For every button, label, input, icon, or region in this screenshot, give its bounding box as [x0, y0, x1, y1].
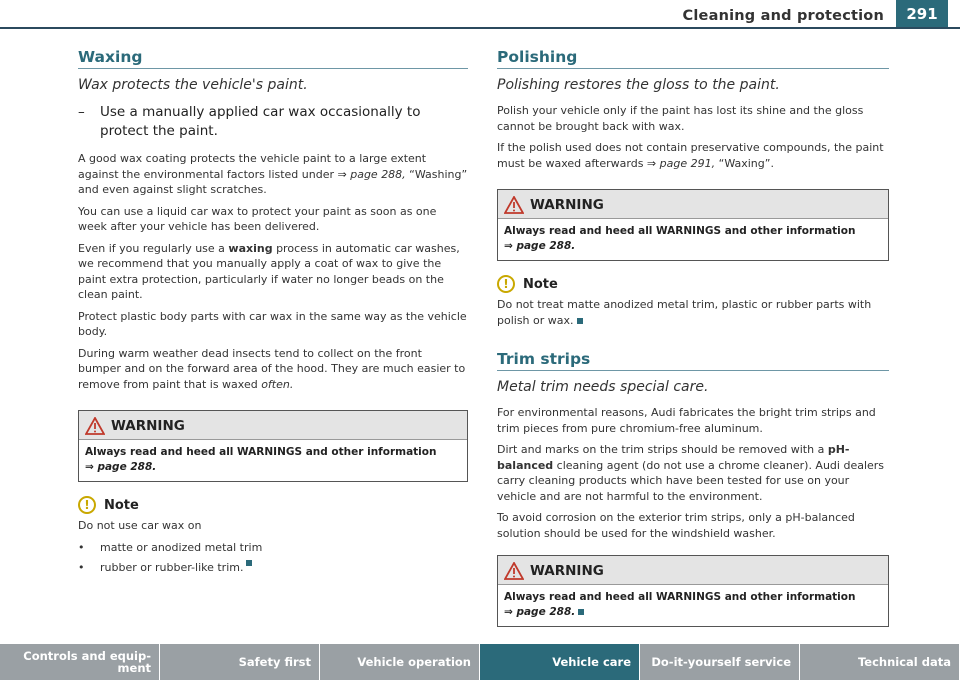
section-heading-waxing: Waxing — [78, 48, 468, 69]
note-icon: ! — [497, 275, 515, 293]
end-marker-icon — [578, 609, 584, 615]
page-number: 291 — [896, 0, 948, 27]
tab-safety-first[interactable]: Safety first — [160, 644, 320, 680]
paragraph: Polish your vehicle only if the paint has lost its shine and the gloss cannot be brought back with wax. — [497, 104, 864, 133]
running-title: Cleaning and protection — [682, 8, 884, 24]
paragraph: You can use a liquid car wax to protect your paint as soon as one week after your vehicle has been delivered. — [78, 204, 437, 233]
note-header: ! Note — [78, 496, 468, 514]
note-text: Do not treat matte anodized metal trim, plastic or rubber parts with polish or wax. — [497, 298, 872, 327]
warning-body: Always read and heed all WARNINGS and other information ⇒ page 288. — [79, 440, 467, 481]
paragraph: Dirt and marks on the trim strips should be removed with a pH-balanced cleaning agent (do not use a chrome cleaner). Audi dealers carry cleaning products which have been tested for use on your vehicle and are not harmful to the environment. — [497, 443, 885, 503]
paragraph: For environmental reasons, Audi fabricates the bright trim strips and trim pieces from pure chromium-free aluminum. — [497, 406, 876, 435]
note-text: Do not use car wax on — [78, 519, 202, 532]
section-heading-polishing: Polishing — [497, 48, 889, 69]
left-column — [78, 48, 468, 581]
tab-vehicle-care[interactable]: Vehicle care — [480, 644, 640, 680]
page-ref-link[interactable]: page 288, — [350, 167, 406, 181]
right-column — [497, 48, 889, 641]
warning-triangle-icon — [85, 417, 105, 435]
section-subtitle: Polishing restores the gloss to the paint. — [497, 77, 780, 93]
warning-box — [497, 189, 889, 261]
header-rule — [0, 27, 960, 29]
tab-technical-data[interactable]: Technical data — [800, 644, 960, 680]
paragraph: Even if you regularly use a waxing process in automatic car washes, we recommend that you manually apply a coat of wax to give the paint extra protection, particularly if water no longer beads on the clean paint. — [78, 241, 460, 301]
paragraph: Protect plastic body parts with car wax in the same way as the vehicle body. — [78, 309, 467, 338]
warning-header: WARNING — [498, 190, 888, 219]
warning-triangle-icon — [504, 196, 524, 214]
warning-triangle-icon — [504, 562, 524, 580]
warning-box — [78, 410, 468, 482]
tab-vehicle-operation[interactable]: Vehicle operation — [320, 644, 480, 680]
page-ref-link[interactable]: page 291, — [659, 156, 716, 170]
page-ref-link[interactable]: ⇒ page 288. — [85, 461, 157, 473]
end-marker-icon — [246, 560, 252, 566]
page-ref-link[interactable]: ⇒ page 288. — [504, 240, 576, 252]
warning-header: WARNING — [498, 556, 888, 585]
warning-body: Always read and heed all WARNINGS and other information ⇒ page 288. — [498, 219, 888, 260]
paragraph: During warm weather dead insects tend to collect on the front bumper and on the forward area of the hood. They are much easier to remove from paint that is waxed often. — [78, 346, 466, 391]
list-item: • matte or anodized metal trim — [78, 540, 263, 554]
paragraph: A good wax coating protects the vehicle paint to a large extent against the environmental factors listed under ⇒ page 288, “Washing” and even against slight scratches. — [78, 152, 468, 196]
tab-do-it-yourself-service[interactable]: Do-it-yourself service — [640, 644, 800, 680]
end-marker-icon — [577, 318, 583, 324]
paragraph: If the polish used does not contain preservative compounds, the paint must be waxed afterwards ⇒ page 291, “Waxing”. — [497, 141, 884, 170]
section-subtitle: Wax protects the vehicle's paint. — [78, 77, 308, 93]
page-ref-link[interactable]: ⇒ page 288. — [504, 606, 576, 618]
note-icon: ! — [78, 496, 96, 514]
warning-header: WARNING — [79, 411, 467, 440]
section-subtitle: Metal trim needs special care. — [497, 379, 709, 395]
section-heading-trim-strips: Trim strips — [497, 350, 889, 371]
tab-controls-and-equipment[interactable]: Controls and equip- ment — [0, 644, 160, 680]
warning-body: Always read and heed all WARNINGS and other information ⇒ page 288. — [504, 591, 856, 618]
instruction-text: Use a manually applied car wax occasionally to protect the paint. — [100, 104, 421, 139]
note-header: ! Note — [497, 275, 889, 293]
paragraph: To avoid corrosion on the exterior trim strips, only a pH-balanced solution should be used for the windshield washer. — [497, 511, 855, 540]
list-item: • rubber or rubber-like trim. — [78, 560, 468, 576]
warning-box — [497, 555, 889, 627]
instruction-step: – Use a manually applied car wax occasionally to protect the paint. — [78, 103, 468, 141]
chapter-nav — [0, 644, 960, 680]
